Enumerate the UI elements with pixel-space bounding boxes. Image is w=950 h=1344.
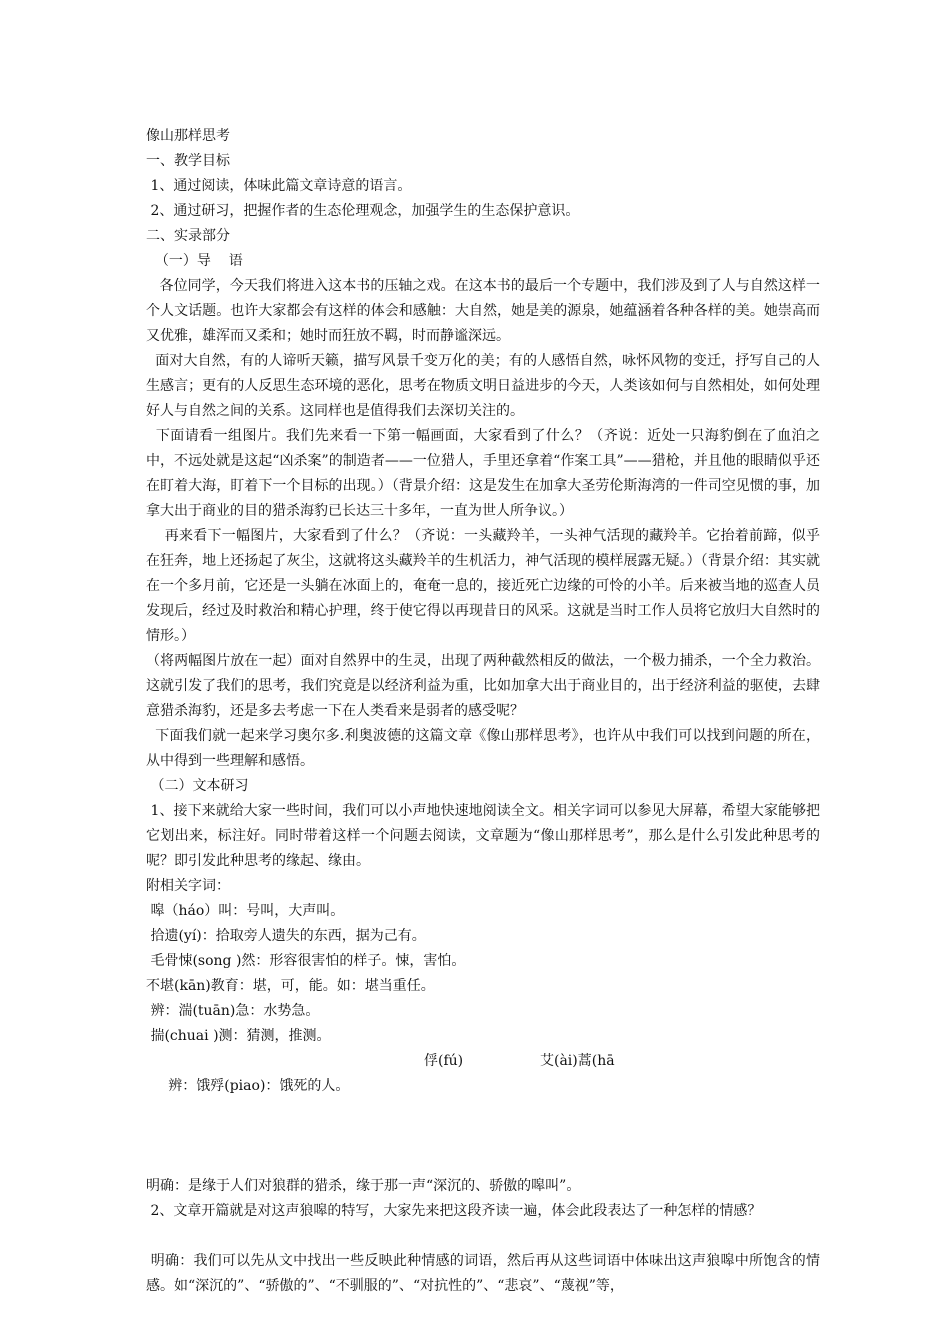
vocab-item: 不堪(kān)教育：堪，可，能。如：堪当重任。 bbox=[146, 978, 435, 994]
vocab-item: 辨：湍(tuān)急：水势急。 bbox=[146, 1003, 320, 1019]
heading-teaching-goals: 一、教学目标 bbox=[146, 153, 230, 169]
question-2: 2、文章开篇就是对这声狼嗥的特写，大家先来把这段齐读一遍，体会此段表达了一种怎样的情感？ bbox=[146, 1203, 762, 1219]
paragraph-picture-2: 再来看下一幅图片，大家看到了什么？（齐说：一头藏羚羊，一头神气活现的藏羚羊。它抬着前蹄，似乎在狂奔，地上还扬起了灰尘，这就将这头藏羚羊的生机活力，神气活现的模样展露无疑。）（背景介绍：其实就在一个多月前，它还是一头躺在冰面上的，奄奄一息的，接近死亡边缘的可怜的小羊。后来被当地的巡查人员发现后，经过及时救治和精心护理，终于使它得以再现昔日的风采。这就是当时工作人员将它放归大自然时的情形。） bbox=[146, 528, 820, 644]
vocab-item: 毛骨悚(song )然：形容很害怕的样子。悚，害怕。 bbox=[146, 953, 466, 969]
goal-item-1: 1、通过阅读，体味此篇文章诗意的语言。 bbox=[146, 178, 412, 194]
vocab-item: 嗥（háo）叫：号叫，大声叫。 bbox=[146, 903, 345, 919]
vocab-item: 艾(ài)蒿(hā bbox=[540, 1053, 615, 1069]
vocab-item: 拾遗(yí)：拾取旁人遗失的东西，据为己有。 bbox=[146, 928, 426, 944]
paragraph-compare: （将两幅图片放在一起）面对自然界中的生灵，出现了两种截然相反的做法，一个极力捕杀，一个全力救治。这就引发了我们的思考，我们究竟是以经济利益为重，比如加拿大出于商业目的，出于经济利益的驱使，去肆意猎杀海豹，还是多去考虑一下在人类看来是弱者的感受呢？ bbox=[146, 653, 820, 719]
paragraph-picture-1: 下面请看一组图片。我们先来看一下第一幅画面，大家看到了什么？（齐说：近处一只海豹倒在了血泊之中，不远处就是这起“凶杀案”的制造者——一位猎人，手里还拿着“作案工具”——猎枪，并且他的眼睛似乎还在盯着大海，盯着下一个目标的出现。）（背景介绍：这是发生在加拿大圣劳伦斯海湾的一件司空见惯的事，加拿大出于商业的目的猎杀海豹已长达三十多年，一直为世人所争议。） bbox=[146, 428, 821, 519]
answer-1: 明确：是缘于人们对狼群的猎杀，缘于那一声“深沉的、骄傲的嗥叫”。 bbox=[146, 1178, 581, 1194]
vocab-row bbox=[146, 1049, 820, 1174]
subheading-text-study: （二）文本研习 bbox=[146, 778, 249, 794]
blank-line bbox=[146, 1224, 820, 1249]
answer-2: 明确：我们可以先从文中找出一些反映此种情感的词语，然后再从这些词语中体味出这声狼嗥中所饱含的情感。如“深沉的”、“骄傲的”、“不驯服的”、“对抗性的”、“悲哀”、“蔑视”等， bbox=[146, 1253, 821, 1294]
question-1: 1、接下来就给大家一些时间，我们可以小声地快速地阅读全文。相关字词可以参见大屏幕，希望大家能够把它划出来，标注好。同时带着这样一个问题去阅读，文章题为“像山那样思考”，那么是什么引发此种思考的呢？即引发此种思考的缘起、缘由。 bbox=[146, 803, 821, 869]
paragraph-lead-in: 下面我们就一起来学习奥尔多.利奥波德的这篇文章《像山那样思考》，也许从中我们可以找到问题的所在，从中得到一些理解和感悟。 bbox=[146, 728, 820, 769]
vocab-item: 辨：饿殍(piao)：饿死的人。 bbox=[163, 1078, 350, 1094]
paragraph-intro-1: 各位同学，今天我们将进入这本书的压轴之戏。在这本书的最后一个专题中，我们涉及到了人与自然这样一个人文话题。也许大家都会有这样的体会和感触：大自然，她是美的源泉，她蕴涵着各种各样的美。她崇高而又优雅，雄浑而又柔和；她时而狂放不羁，时而静谧深远。 bbox=[146, 278, 820, 344]
document-title: 像山那样思考 bbox=[146, 128, 230, 144]
paragraph-intro-2: 面对大自然，有的人谛听天籁，描写风景千变万化的美；有的人感悟自然，咏怀风物的变迁，抒写自己的人生感言；更有的人反思生态环境的恶化，思考在物质文明日益进步的今天，人类该如何与自然相处，如何处理好人与自然之间的关系。这同样也是值得我们去深切关注的。 bbox=[146, 353, 820, 419]
heading-record: 二、实录部分 bbox=[146, 228, 230, 244]
subheading-intro: （一）导 语 bbox=[146, 253, 243, 269]
vocab-item: 揣(chuai )测：猜测，推测。 bbox=[146, 1028, 331, 1044]
vocab-heading: 附相关字词： bbox=[146, 878, 230, 894]
goal-item-2: 2、通过研习，把握作者的生态伦理观念，加强学生的生态保护意识。 bbox=[146, 203, 580, 219]
vocab-item: 俘(fú) bbox=[424, 1053, 464, 1069]
